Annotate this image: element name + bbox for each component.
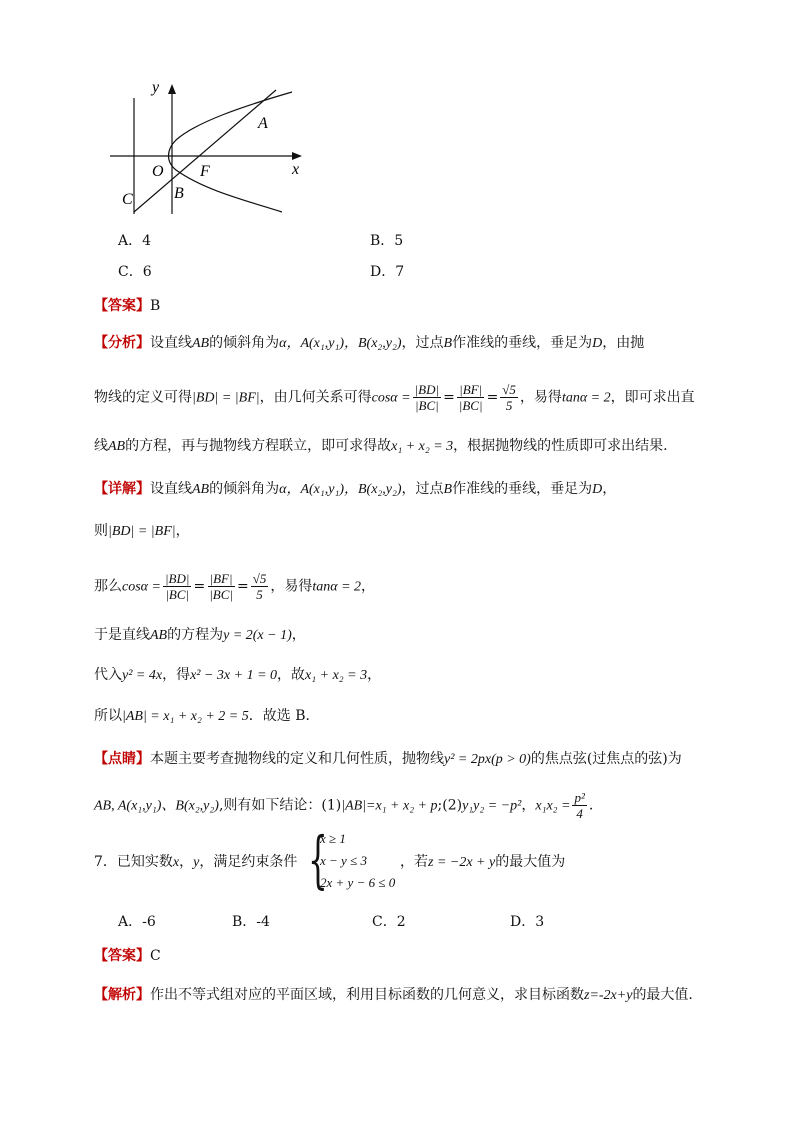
text: ．故选 B．: [248, 708, 320, 724]
text: ，故: [277, 667, 306, 683]
math: |AB|=x₁ + x₂ + p: [341, 798, 438, 814]
numerator: √5: [252, 571, 267, 586]
fraction: [251, 571, 269, 602]
solution-tag: 【解析】: [94, 987, 150, 1003]
q6-detail-line-3: [94, 571, 375, 602]
text: 所以: [94, 708, 122, 724]
numerator: |BD|: [414, 382, 440, 397]
denominator: 5: [256, 587, 263, 602]
text: 线: [94, 438, 108, 454]
numerator: p²: [574, 790, 585, 805]
q7-stem: [94, 852, 297, 873]
text: 作准线的垂线，垂足为: [452, 335, 593, 351]
q6-answer: [94, 296, 160, 316]
q7-answer: [94, 946, 161, 966]
math: B: [443, 336, 453, 351]
brace-symbol: {: [308, 823, 328, 896]
answer-tag: 【答案】: [94, 298, 150, 314]
math: y² = 4x: [122, 668, 163, 683]
q6-detail-line-2: [94, 521, 190, 542]
text: 代入: [94, 667, 122, 683]
q7-option-d: D．3: [510, 914, 545, 930]
numerator: |BF|: [209, 571, 233, 586]
text: =: [443, 389, 455, 406]
math: AB: [108, 439, 126, 454]
q7-stem-tail: [400, 852, 565, 873]
q6-option-c: C．6: [118, 264, 152, 280]
text: ，: [361, 578, 376, 595]
q6-analysis-line-2: [94, 382, 695, 413]
denominator: |BC|: [458, 398, 483, 413]
text: 的方程，再与抛物线方程联立，即可求得故: [125, 438, 392, 454]
fraction: [457, 382, 485, 413]
text: 的方程为: [167, 627, 224, 643]
math: |BD| = |BF|: [108, 524, 176, 539]
math: x² − 3x + 1 = 0: [190, 668, 278, 683]
fraction: [413, 382, 441, 413]
text: ，由几何关系可得: [259, 389, 372, 406]
text: ，过点: [401, 481, 444, 497]
constraint-3: 2x + y − 6 ≤ 0: [320, 875, 396, 890]
math: z=-2x+y: [584, 988, 633, 1003]
chord-line-ab: [134, 90, 276, 212]
math: D: [592, 482, 603, 497]
math: y₁y₂ = −p²: [462, 798, 522, 814]
text: 作出不等式组对应的平面区域，利用目标函数的几何意义，求目标函数: [150, 987, 584, 1003]
q6-detail-line-6: [94, 706, 320, 727]
math: AB: [150, 628, 168, 643]
math: AB, A(x₁,y₁)、B(x₂,y₂): [94, 798, 219, 814]
y-axis-arrow: [168, 84, 176, 94]
fraction: [163, 571, 191, 602]
math: y: [193, 855, 200, 870]
math: B: [443, 482, 453, 497]
text: ，: [521, 797, 536, 814]
math: z = −2x + y: [428, 855, 496, 870]
math: tanα = 2: [561, 390, 611, 406]
math: |BD| = |BF|: [192, 390, 260, 406]
denominator: |BC|: [209, 587, 233, 602]
q6-option-d: D．7: [370, 264, 405, 280]
text: 则: [94, 523, 108, 539]
text: ，: [179, 854, 194, 870]
text: ，得: [162, 667, 191, 683]
constraint-1: x ≥ 1: [320, 831, 346, 846]
fraction: [572, 790, 586, 821]
math: AB: [192, 482, 210, 497]
text: 物线的定义可得: [94, 389, 192, 406]
math: |AB| = x₁ + x₂ + 2 = 5: [122, 709, 249, 724]
answer-value: C: [150, 948, 161, 964]
q6-analysis-line-3: [94, 436, 668, 457]
parabola-curve: [169, 92, 293, 212]
text: 7．已知实数: [94, 854, 173, 870]
q6-detail-line-5: [94, 665, 381, 686]
x-axis-arrow: [292, 152, 302, 160]
label-y: y: [152, 80, 160, 96]
fraction: [500, 382, 518, 413]
analysis-tag: 【分析】: [94, 335, 150, 351]
text: ，即可求出直: [610, 389, 695, 406]
text: ，若: [400, 854, 428, 870]
label-a: A: [258, 115, 268, 132]
math: x₁ + x₂ = 3: [305, 668, 368, 683]
text: 的最大值.: [632, 987, 693, 1003]
text: ，过点: [401, 335, 444, 351]
q6-detail-line-1: [94, 479, 616, 500]
label-x: x: [292, 161, 300, 178]
denominator: 5: [505, 398, 513, 413]
label-o: O: [152, 163, 164, 180]
constraint-2: x − y ≤ 3: [320, 853, 367, 868]
answer-tag: 【答案】: [94, 948, 150, 964]
math: x₁ + x₂ = 3: [391, 439, 454, 454]
q6-option-b: B．5: [370, 233, 404, 249]
q6-analysis-line-1: [94, 333, 644, 354]
text: ,则有如下结论：(1): [218, 797, 342, 814]
q7-option-c: C．2: [372, 914, 406, 930]
math: tanα = 2: [312, 579, 362, 595]
q6-detail-line-4: [94, 625, 306, 646]
text: ，由抛: [602, 335, 645, 351]
text: 设直线: [150, 335, 192, 351]
text: =: [486, 389, 499, 406]
q7-option-a: A．-6: [118, 914, 156, 930]
denominator: |BC|: [165, 587, 190, 602]
math: x: [172, 855, 180, 870]
math: cosα =: [371, 390, 411, 406]
math: AB: [192, 336, 210, 351]
text: =: [236, 578, 249, 595]
q6-option-a: A．4: [118, 233, 152, 249]
text: ;(2): [437, 797, 463, 814]
q6-comment-line-1: [94, 749, 682, 770]
text: ，根据抛物线的性质即可求出结果.: [453, 438, 668, 454]
label-c: C: [122, 191, 133, 208]
detail-tag: 【详解】: [94, 481, 150, 497]
q7-solution: [94, 985, 693, 1006]
text: 的最大值为: [495, 854, 566, 870]
numerator: |BF|: [459, 382, 483, 397]
parabola-figure: [104, 80, 314, 216]
text: ，: [367, 667, 382, 683]
math: cosα =: [122, 579, 161, 595]
text: ，: [291, 627, 306, 643]
text: ，: [175, 523, 190, 539]
math: x₁x₂ =: [535, 798, 571, 814]
math: y² = 2px(p > 0): [444, 752, 531, 767]
math: D: [592, 336, 603, 351]
text: 作准线的垂线，垂足为: [452, 481, 593, 497]
denominator: |BC|: [414, 398, 439, 413]
text: 的焦点弦(过焦点的弦)为: [530, 751, 682, 767]
label-f: F: [200, 163, 210, 180]
math: α，A(x₁,y₁)，B(x₂,y₂): [279, 336, 402, 351]
text: ，满足约束条件: [199, 854, 298, 870]
text: 的倾斜角为: [209, 481, 280, 497]
fraction: [207, 571, 235, 602]
text: ，易得: [519, 389, 562, 406]
q7-constraint-system: [308, 823, 398, 896]
label-b: B: [174, 185, 184, 202]
text: 设直线: [150, 481, 192, 497]
text: .: [588, 797, 594, 814]
numerator: |BD|: [164, 571, 190, 586]
numerator: √5: [502, 382, 516, 397]
q7-option-b: B．-4: [232, 914, 270, 930]
text: 那么: [94, 578, 122, 595]
denominator: 4: [576, 806, 583, 821]
math: y = 2(x − 1): [223, 628, 292, 643]
answer-value: B: [150, 298, 161, 314]
text: 于是直线: [94, 627, 150, 643]
q6-comment-line-2: [94, 790, 593, 821]
comment-tag: 【点睛】: [94, 751, 150, 767]
text: ，: [602, 481, 617, 497]
text: =: [193, 578, 206, 595]
text: 的倾斜角为: [209, 335, 280, 351]
math: α，A(x₁,y₁)，B(x₂,y₂): [279, 482, 402, 497]
text: 本题主要考查抛物线的定义和几何性质，抛物线: [150, 751, 444, 767]
text: ，易得: [270, 578, 313, 595]
